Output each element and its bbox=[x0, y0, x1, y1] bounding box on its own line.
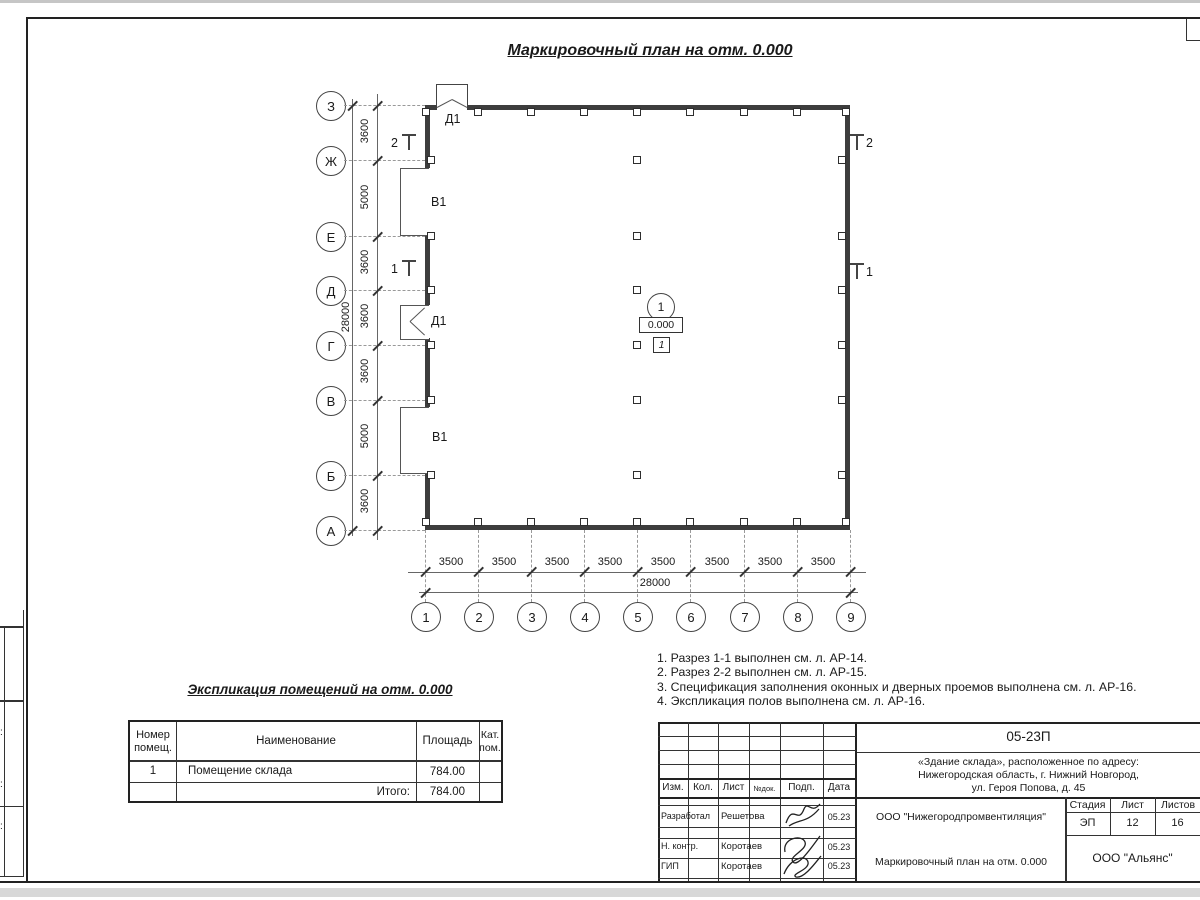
wall-right bbox=[845, 105, 850, 530]
stamp-project-line: ул. Героя Попова, д. 45 bbox=[971, 782, 1086, 794]
col-header-num: Номер bbox=[136, 729, 170, 741]
axis-line-dashed bbox=[344, 160, 425, 161]
column-marker bbox=[838, 341, 846, 349]
axis-line-dashed bbox=[344, 345, 425, 346]
column-marker bbox=[474, 108, 482, 116]
column-marker bbox=[633, 156, 641, 164]
column-marker bbox=[633, 232, 641, 240]
dim-text: 3500 bbox=[438, 556, 464, 568]
axis-line-dashed bbox=[344, 236, 425, 237]
axis-bubble-letter: Г bbox=[316, 331, 346, 361]
stamp-sheets-label: Листов bbox=[1160, 799, 1196, 811]
dim-text: 3600 bbox=[359, 249, 371, 275]
elevation-mark: 0.000 bbox=[639, 317, 683, 333]
axis-bubble-number: 2 bbox=[464, 602, 494, 632]
signature-scribble bbox=[783, 799, 823, 829]
margin-stamp-line bbox=[0, 626, 24, 628]
window-bay bbox=[400, 407, 429, 474]
section-marker-label: 1 bbox=[866, 265, 873, 279]
section-arrow bbox=[408, 134, 410, 150]
top-edge-strip bbox=[0, 0, 1200, 3]
dim-text: 3500 bbox=[597, 556, 623, 568]
col-header-name: Наименование bbox=[256, 735, 336, 747]
dim-text: 3600 bbox=[359, 118, 371, 144]
notes-list bbox=[657, 651, 1136, 709]
column-marker bbox=[740, 518, 748, 526]
stamp-role: Разработал bbox=[661, 811, 710, 821]
axis-bubble-number: 6 bbox=[676, 602, 706, 632]
axis-bubble-letter: З bbox=[316, 91, 346, 121]
stamp-name: Коротаев bbox=[721, 841, 763, 852]
window-label: В1 bbox=[431, 195, 447, 209]
column-marker bbox=[633, 341, 641, 349]
column-marker bbox=[633, 396, 641, 404]
column-marker bbox=[427, 286, 435, 294]
col-header-num: помещ. bbox=[134, 742, 172, 754]
column-marker bbox=[842, 518, 850, 526]
axis-bubble-letter: Е bbox=[316, 222, 346, 252]
door-label: Д1 bbox=[445, 112, 461, 126]
column-marker bbox=[580, 518, 588, 526]
column-marker bbox=[633, 518, 641, 526]
stamp-role: ГИП bbox=[661, 861, 679, 871]
window-label: В1 bbox=[432, 430, 448, 444]
axis-bubble-number: 7 bbox=[730, 602, 760, 632]
column-marker bbox=[427, 396, 435, 404]
wall-left bbox=[425, 234, 430, 305]
stamp-line bbox=[658, 827, 856, 828]
dim-total-text: 28000 bbox=[639, 577, 671, 589]
axis-bubble-letter: Б bbox=[316, 461, 346, 491]
stamp-header-data: Дата bbox=[827, 782, 851, 793]
frame-top bbox=[26, 17, 1200, 19]
total-area: 784.00 bbox=[429, 786, 466, 798]
column-marker bbox=[838, 156, 846, 164]
stamp-line bbox=[658, 805, 856, 806]
stamp-line bbox=[1065, 812, 1200, 813]
explication-title: Экспликация помещений на отм. 0.000 bbox=[187, 682, 453, 697]
stamp-line bbox=[1065, 835, 1200, 836]
axis-line-dashed bbox=[744, 530, 745, 602]
section-arrow bbox=[408, 260, 410, 276]
axis-bubble-letter: Д bbox=[316, 276, 346, 306]
stamp-org: ООО "Альянс" bbox=[1092, 851, 1173, 865]
window-bay bbox=[400, 168, 429, 236]
section-arrow bbox=[856, 263, 858, 279]
table-line bbox=[130, 782, 501, 783]
axis-bubble-letter: Ж bbox=[316, 146, 346, 176]
stamp-sheet-value: 12 bbox=[1126, 817, 1139, 829]
axis-line-dashed bbox=[344, 290, 425, 291]
column-marker bbox=[427, 232, 435, 240]
margin-text-fragment: : bbox=[0, 779, 3, 790]
column-marker bbox=[427, 471, 435, 479]
col-header-cat: пом. bbox=[479, 742, 501, 754]
dim-text: 3600 bbox=[359, 303, 371, 329]
column-marker bbox=[422, 108, 430, 116]
signature-scribble bbox=[780, 832, 824, 879]
axis-line-dashed bbox=[344, 530, 425, 531]
stamp-sheet-title: Маркировочный план на отм. 0.000 bbox=[874, 856, 1048, 868]
axis-bubble-number: 8 bbox=[783, 602, 813, 632]
column-marker bbox=[838, 286, 846, 294]
stamp-date: 05.23 bbox=[827, 861, 851, 871]
total-label: Итого: bbox=[376, 786, 410, 798]
bottom-edge-strip bbox=[0, 888, 1200, 897]
axis-line-dashed bbox=[478, 530, 479, 602]
dim-text: 5000 bbox=[359, 184, 371, 210]
section-arrow bbox=[856, 134, 858, 150]
margin-stamp-line bbox=[0, 806, 24, 807]
column-marker bbox=[474, 518, 482, 526]
column-marker bbox=[686, 518, 694, 526]
stamp-name: Решетова bbox=[721, 811, 765, 822]
stamp-line bbox=[658, 736, 856, 737]
door-label: Д1 bbox=[431, 314, 447, 328]
column-marker bbox=[427, 341, 435, 349]
axis-bubble-number: 9 bbox=[836, 602, 866, 632]
frame-left bbox=[26, 17, 28, 882]
cell-room-area: 784.00 bbox=[429, 766, 466, 778]
room-number-bubble: 1 bbox=[647, 293, 675, 321]
column-marker bbox=[580, 108, 588, 116]
stamp-date: 05.23 bbox=[827, 812, 851, 822]
stamp-line bbox=[658, 750, 856, 751]
stamp-line bbox=[658, 778, 856, 780]
axis-line-dashed bbox=[344, 475, 425, 476]
cell-room-number: 1 bbox=[149, 765, 157, 777]
stamp-header-list: Лист bbox=[722, 782, 745, 793]
dim-text: 3500 bbox=[650, 556, 676, 568]
axis-line-dashed bbox=[584, 530, 585, 602]
note-line: 2. Разрез 2-2 выполнен см. л. АР-15. bbox=[657, 665, 868, 680]
stamp-stage-label: Стадия bbox=[1069, 799, 1106, 811]
axis-bubble-letter: А bbox=[316, 516, 346, 546]
section-marker-label: 2 bbox=[391, 136, 398, 150]
stamp-sheet-label: Лист bbox=[1121, 799, 1144, 811]
axis-bubble-number: 3 bbox=[517, 602, 547, 632]
margin-stamp-line bbox=[0, 700, 24, 702]
column-marker bbox=[838, 471, 846, 479]
table-line bbox=[176, 722, 177, 801]
section-marker-label: 1 bbox=[391, 262, 398, 276]
note-line: 3. Спецификация заполнения оконных и дверных проемов выполнена см. л. АР-16. bbox=[657, 679, 1137, 694]
stamp-stage-value: ЭП bbox=[1079, 817, 1096, 829]
column-marker bbox=[793, 518, 801, 526]
margin-stamp-line bbox=[4, 626, 5, 877]
axis-line-dashed bbox=[344, 105, 425, 106]
dim-total-text: 28000 bbox=[340, 301, 352, 333]
dim-text: 3500 bbox=[704, 556, 730, 568]
dim-line-left-total bbox=[352, 99, 353, 536]
stamp-line bbox=[658, 764, 856, 765]
stamp-line bbox=[658, 878, 856, 879]
dim-text: 3500 bbox=[491, 556, 517, 568]
column-marker bbox=[686, 108, 694, 116]
note-line: 1. Разрез 1-1 выполнен см. л. АР-14. bbox=[657, 651, 868, 665]
stamp-date: 05.23 bbox=[827, 842, 851, 852]
stamp-name: Коротаев bbox=[721, 861, 763, 872]
stamp-line bbox=[658, 722, 1200, 724]
table-line bbox=[130, 760, 501, 762]
explication-table bbox=[128, 720, 503, 803]
column-marker bbox=[633, 108, 641, 116]
axis-line-dashed bbox=[797, 530, 798, 602]
axis-line-dashed bbox=[637, 530, 638, 602]
frame-corner-cell-v bbox=[1186, 19, 1187, 40]
dim-line-bottom-total bbox=[419, 592, 858, 593]
section-marker-label: 2 bbox=[866, 136, 873, 150]
stamp-company: ООО "Нижегородпромвентиляция" bbox=[876, 811, 1046, 823]
dim-text: 3500 bbox=[810, 556, 836, 568]
col-header-cat: Кат. bbox=[480, 729, 500, 741]
stamp-header-ndok: №док. bbox=[753, 784, 776, 793]
axis-bubble-number: 4 bbox=[570, 602, 600, 632]
margin-text-fragment: : bbox=[0, 727, 3, 738]
stamp-line bbox=[857, 752, 1200, 753]
margin-stamp-line bbox=[0, 876, 24, 877]
axis-bubble-number: 1 bbox=[411, 602, 441, 632]
cell-room-name: Помещение склада bbox=[188, 765, 293, 777]
column-marker bbox=[633, 471, 641, 479]
column-marker bbox=[633, 286, 641, 294]
axis-line-dashed bbox=[690, 530, 691, 602]
stamp-role: Н. контр. bbox=[661, 841, 699, 851]
stamp-header-kol: Кол. bbox=[693, 782, 713, 793]
drawing-title: Маркировочный план на отм. 0.000 bbox=[507, 42, 793, 59]
axis-line-dashed bbox=[344, 400, 425, 401]
dim-text: 3500 bbox=[544, 556, 570, 568]
column-marker bbox=[427, 156, 435, 164]
axis-bubble-letter: В bbox=[316, 386, 346, 416]
stamp-project-line: Нижегородская область, г. Нижний Новгород, bbox=[918, 769, 1139, 781]
note-line: 4. Экспликация полов выполнена см. л. АР-16. bbox=[657, 694, 926, 709]
dim-text: 3500 bbox=[757, 556, 783, 568]
stamp-sheets-value: 16 bbox=[1171, 817, 1184, 829]
column-marker bbox=[793, 108, 801, 116]
margin-text-fragment: : bbox=[0, 821, 3, 832]
stamp-project-line: «Здание склада», расположенное по адресу: bbox=[918, 756, 1139, 768]
column-marker bbox=[740, 108, 748, 116]
axis-bubble-number: 5 bbox=[623, 602, 653, 632]
stamp-doc-number: 05-23П bbox=[1006, 729, 1051, 744]
stamp-header-podp: Подп. bbox=[788, 782, 815, 793]
col-header-area: Площадь bbox=[422, 735, 473, 747]
column-marker bbox=[527, 518, 535, 526]
stamp-header-izm: Изм. bbox=[662, 782, 684, 793]
stamp-line bbox=[658, 838, 856, 839]
dim-text: 3600 bbox=[359, 488, 371, 514]
margin-stamp-line bbox=[23, 610, 24, 877]
frame-bottom bbox=[0, 881, 1200, 883]
dim-text: 5000 bbox=[359, 423, 371, 449]
dim-text: 3600 bbox=[359, 358, 371, 384]
column-marker bbox=[842, 108, 850, 116]
column-marker bbox=[838, 396, 846, 404]
column-marker bbox=[527, 108, 535, 116]
frame-corner-cell-h bbox=[1186, 40, 1200, 41]
column-marker bbox=[422, 518, 430, 526]
stamp-line bbox=[658, 858, 856, 859]
floor-type-mark: 1 bbox=[653, 337, 670, 353]
entrance-vestibule bbox=[436, 84, 468, 106]
axis-line-dashed bbox=[531, 530, 532, 602]
column-marker bbox=[838, 232, 846, 240]
